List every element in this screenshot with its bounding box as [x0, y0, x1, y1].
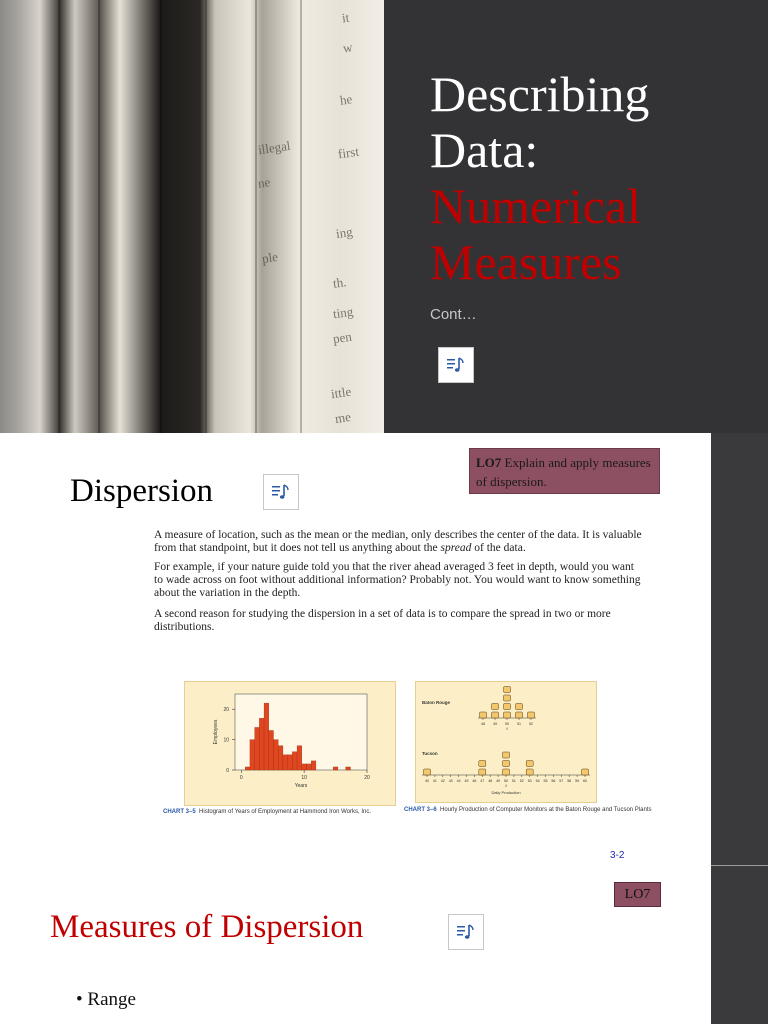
bullet-item: • Range: [76, 989, 136, 1010]
data-point: [582, 769, 589, 775]
audio-icon: [446, 355, 466, 375]
para1-text-a: A measure of location, such as the mean or the median, only describes the center of the data. It is valuable from that standpoint, but it does not tell us anything about the: [154, 529, 642, 554]
histogram-bar: [346, 767, 351, 770]
x-tick-label: 42: [440, 779, 445, 783]
bullet-text: Range: [87, 989, 136, 1010]
x-tick-label: 52: [519, 779, 524, 783]
x-tick-label: 46: [472, 779, 477, 783]
book-page-word: ittle: [329, 383, 353, 402]
x-tick-label: 49: [496, 779, 501, 783]
book-page-word: first: [336, 143, 360, 162]
para1-italic: spread: [440, 542, 472, 554]
book-page-word: he: [338, 91, 354, 108]
subtitle: Cont…: [430, 306, 477, 323]
y-tick-label: 20: [223, 707, 229, 714]
histogram-bar: [283, 755, 288, 770]
histogram-bar: [278, 746, 283, 770]
x-tick-label: 58: [567, 779, 572, 783]
x-tick-label: 20: [364, 775, 370, 781]
title-line-2: Data:: [430, 122, 539, 178]
x-tick-label: 54: [535, 779, 540, 783]
x-tick-label: 10: [301, 775, 307, 781]
histogram-bar: [297, 746, 302, 770]
x-tick-label: 43: [448, 779, 453, 783]
histogram-bar: [307, 764, 312, 770]
data-point: [504, 687, 511, 693]
data-point: [479, 761, 486, 767]
book-page-word: th.: [331, 274, 348, 291]
x-tick-label: 48: [481, 722, 485, 726]
book-page-word: illegal: [257, 137, 292, 158]
histogram-bar: [269, 730, 274, 770]
data-point: [504, 695, 511, 701]
histogram-bar: [274, 740, 279, 770]
slide-title: Dispersion: [70, 473, 213, 509]
dotplot-panel: [415, 681, 597, 803]
slide-title: [430, 66, 750, 290]
dotplot-chart: [416, 682, 596, 802]
x-tick-label: 55: [543, 779, 548, 783]
x-tick-label: 44: [456, 779, 461, 783]
series-label-bottom: Tucson: [422, 751, 438, 756]
data-point: [526, 769, 533, 775]
book-page-word: me: [333, 408, 352, 427]
title-line-1: Describing: [430, 66, 650, 122]
chart-caption-2: [404, 807, 651, 813]
audio-button[interactable]: [438, 347, 474, 383]
title-slide: [0, 0, 768, 433]
x-tick-label: 59: [575, 779, 580, 783]
learning-objective-badge: LO7: [614, 882, 661, 907]
audio-icon: [456, 922, 476, 942]
book-page-word: w: [341, 39, 354, 56]
x-tick-label: 47: [480, 779, 485, 783]
caption-text: Histogram of Years of Employment at Hammond Iron Works, Inc.: [199, 809, 371, 815]
chart-caption-1: [163, 809, 371, 815]
histogram-bar: [302, 764, 307, 770]
book-page-word: ting: [331, 303, 355, 322]
x-tick-label: 48: [488, 779, 493, 783]
caption-text: Hourly Production of Computer Monitors at the Baton Rouge and Tucson Plants: [440, 807, 652, 813]
paragraph-1: [154, 529, 644, 555]
book-pages-image: [0, 0, 384, 433]
data-point: [526, 761, 533, 767]
histogram-bar: [259, 718, 264, 770]
x-axis-label: Daily Production: [491, 790, 521, 795]
mean-symbol: x̄: [506, 727, 508, 731]
data-point: [516, 712, 523, 718]
x-tick-label: 51: [517, 722, 521, 726]
histogram-bar: [245, 767, 250, 770]
histogram-bar: [292, 752, 297, 770]
y-tick-label: 10: [223, 737, 229, 744]
y-tick-label: 0: [226, 768, 229, 774]
data-point: [479, 769, 486, 775]
histogram-chart: [185, 682, 395, 805]
data-point: [492, 712, 499, 718]
x-tick-label: 45: [464, 779, 469, 783]
caption-label: CHART 3–6: [404, 807, 437, 813]
para1-text-b: of the data.: [471, 542, 526, 554]
slide-title-2: Measures of Dispersion: [50, 909, 364, 945]
lo-code: LO7: [476, 455, 502, 470]
histogram-bar: [333, 767, 338, 770]
background-strip: [711, 433, 768, 1024]
x-tick-label: 40: [425, 779, 429, 783]
paragraph-3: A second reason for studying the dispersion in a set of data is to compare the spread in two or more distributions.: [154, 608, 611, 633]
x-tick-label: 0: [239, 775, 243, 781]
histogram-bar: [288, 755, 293, 770]
data-point: [503, 769, 510, 775]
x-tick-label: 50: [504, 779, 508, 783]
data-point: [516, 704, 523, 710]
histogram-panel: [184, 681, 396, 806]
x-tick-label: 57: [559, 779, 564, 783]
histogram-bar: [311, 761, 316, 770]
y-axis-label: Employees: [213, 719, 219, 745]
book-page-word: ple: [260, 248, 279, 267]
data-point: [480, 712, 487, 718]
mean-symbol: x̄: [505, 784, 507, 788]
audio-button[interactable]: [263, 474, 299, 510]
data-point: [504, 712, 511, 718]
x-tick-label: 53: [527, 779, 532, 783]
title-line-4: Measures: [430, 234, 622, 290]
page-number: 3-2: [610, 850, 625, 861]
title-line-3: Numerical: [430, 178, 642, 234]
x-axis-label: Years: [294, 783, 308, 789]
divider: [711, 865, 768, 866]
lo-text: Explain and apply measures of dispersion.: [476, 455, 651, 489]
x-tick-label: 60: [583, 779, 587, 783]
histogram-bar: [255, 727, 260, 770]
audio-button[interactable]: [448, 914, 484, 950]
data-point: [492, 704, 499, 710]
dispersion-slide: [0, 433, 711, 1024]
x-tick-label: 41: [432, 779, 437, 783]
x-tick-label: 56: [551, 779, 556, 783]
caption-label: CHART 3–5: [163, 809, 196, 815]
data-point: [504, 704, 511, 710]
data-point: [528, 712, 535, 718]
book-page-word: ing: [334, 223, 354, 242]
x-tick-label: 52: [529, 722, 533, 726]
series-label-top: Baton Rouge: [422, 700, 450, 705]
data-point: [503, 761, 510, 767]
histogram-bar: [250, 740, 255, 770]
paragraph-2: For example, if your nature guide told you that the river ahead averaged 3 feet in depth, would you want to wade across on foot without additional information? Probably not. You would want to know something about the variation in the depth.: [154, 561, 641, 599]
audio-icon: [271, 482, 291, 502]
learning-objective-box: [469, 448, 660, 494]
data-point: [424, 769, 431, 775]
data-point: [503, 752, 510, 758]
x-tick-label: 51: [511, 779, 516, 783]
book-page-word: ne: [256, 174, 272, 191]
book-page-word: pen: [331, 328, 353, 347]
histogram-bar: [264, 703, 269, 770]
x-tick-label: 50: [505, 722, 509, 726]
book-page-word: it: [340, 9, 351, 26]
x-tick-label: 49: [493, 722, 497, 726]
